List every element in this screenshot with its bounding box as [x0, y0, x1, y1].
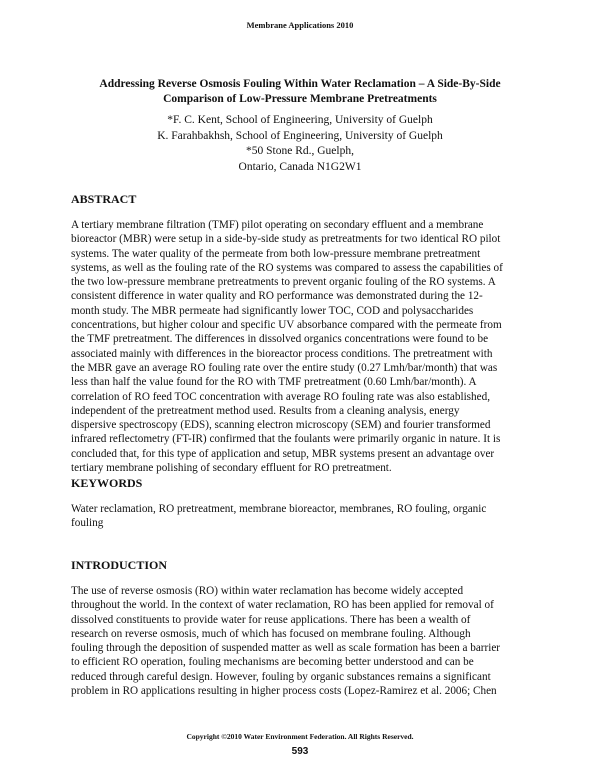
text-line: tertiary membrane polishing of secondary effluent for RO pretreatment.	[71, 462, 392, 475]
text-line: less than half the value found for the RO with TMF pretreatment (0.60 Lmh/bar/month). A	[71, 376, 477, 389]
text-line: concentrations, but higher colour and specific UV absorbance compared with the permeate from	[71, 319, 502, 332]
text-line: bioreactor (MBR) were setup in a side-by-side study as pretreatments for two identical RO pilot	[71, 233, 501, 246]
title-line: Comparison of Low-Pressure Membrane Pretreatments	[163, 93, 437, 105]
introduction-heading: INTRODUCTION	[71, 558, 168, 572]
text-line: consistent difference in water quality and RO performance was demonstrated during the 12-	[71, 290, 483, 303]
page-number: 593	[291, 746, 309, 757]
keywords-heading: KEYWORDS	[71, 476, 143, 490]
text-line: problem in RO applications resulting in higher process costs (Lopez-Ramirez et al. 2006; Chen	[71, 685, 497, 698]
running-header: Membrane Applications 2010	[246, 20, 354, 30]
text-line: the two low-pressure membrane pretreatments to prevent organic fouling of the RO systems. A	[71, 276, 496, 289]
abstract-heading: ABSTRACT	[71, 192, 137, 206]
text-line: the TMF pretreatment. The differences in dissolved organics concentrations were found to be	[71, 333, 489, 346]
text-line: concluded that, for this type of application and setup, MBR systems present an advantage over	[71, 447, 495, 460]
text-line: dissolved constituents to provide water for reuse applications. There has been a wealth of	[71, 613, 471, 626]
abstract-body	[71, 218, 535, 475]
author-block	[100, 113, 500, 175]
text-line: infrared reflectometry (FT-IR) confirmed that the foulants were primarily organic in nature. It is	[71, 433, 501, 446]
text-line: fouling through the deposition of suspended matter as well as scale formation has been a barrier	[71, 642, 501, 655]
introduction-body	[71, 584, 535, 698]
text-line: The use of reverse osmosis (RO) within water reclamation has become widely accepted	[71, 585, 464, 597]
text-line: independent of the pretreatment method used. Results from a cleaning analysis, energy	[71, 404, 460, 417]
text-line: fouling	[71, 517, 104, 530]
text-line: A tertiary membrane filtration (TMF) pilot operating on secondary effluent and a membrane	[71, 219, 484, 231]
author-line: K. Farahbakhsh, School of Engineering, University of Guelph	[157, 129, 443, 142]
paper-title	[50, 77, 550, 107]
text-line: systems, as well as the fouling rate of the RO systems was compared to assess the capabilities of	[71, 261, 503, 274]
copyright-footer: Copyright ©2010 Water Environment Federation. All Rights Reserved.	[186, 732, 414, 741]
text-line: throughout the world. In the context of water reclamation, RO has been applied for removal of	[71, 599, 494, 612]
title-line: Addressing Reverse Osmosis Fouling Within Water Reclamation – A Side-By-Side	[99, 78, 501, 90]
text-line: dispersive spectroscopy (EDS), scanning electron microscopy (SEM) and fourier transformed	[71, 419, 491, 432]
text-line: correlation of RO feed TOC concentration with average RO fouling rate was also established,	[71, 390, 490, 403]
text-line: month study. The MBR permeate had significantly lower TOC, COD and polysaccharides	[71, 304, 474, 317]
text-line: to efficient RO operation, fouling mechanisms are becoming better understood and can be	[71, 656, 474, 669]
address-line: Ontario, Canada N1G2W1	[238, 160, 362, 173]
text-line: reduced through careful design. However, fouling by organic substances remains a significant	[71, 670, 491, 683]
text-line: Water reclamation, RO pretreatment, membrane bioreactor, membranes, RO fouling, organic	[71, 503, 487, 515]
text-line: the MBR gave an average RO fouling rate over the entire study (0.27 Lmh/bar/month) that was	[71, 361, 498, 374]
text-line: research on reverse osmosis, much of which has focused on membrane fouling. Although	[71, 627, 471, 640]
address-line: *50 Stone Rd., Guelph,	[246, 145, 354, 157]
keywords-body	[71, 502, 535, 531]
text-line: associated mainly with differences in the bioreactor process conditions. The pretreatment with	[71, 347, 493, 360]
text-line: systems. The water quality of the permeate from both low-pressure membrane pretreatment	[71, 247, 481, 260]
author-line: *F. C. Kent, School of Engineering, University of Guelph	[167, 114, 433, 126]
